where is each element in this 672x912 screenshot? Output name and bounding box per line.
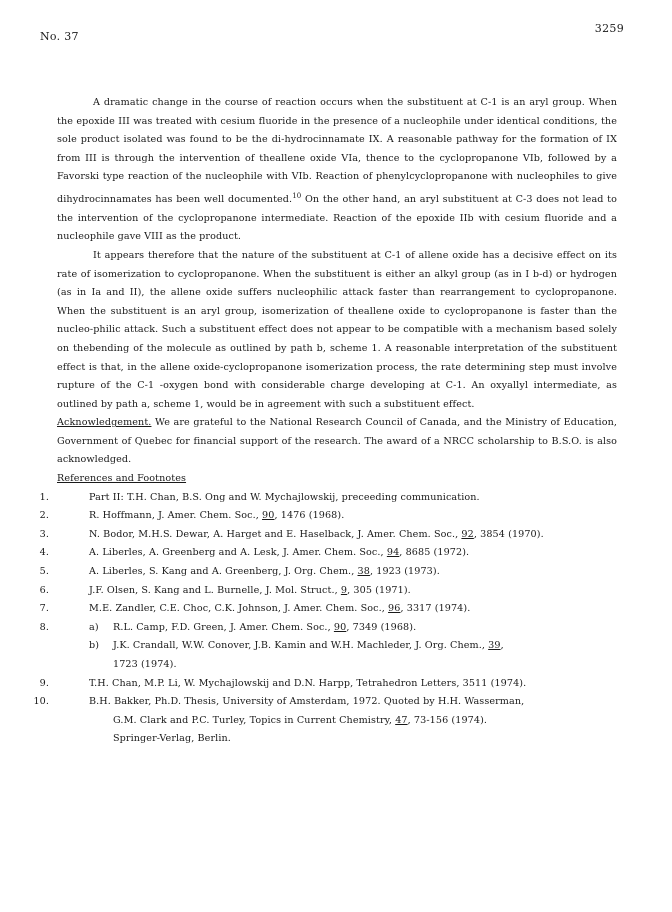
reference-item: 5. A. Liberles, S. Kang and A. Greenberg, J. Org. Chem., 38, 1923 (1973). — [39, 566, 440, 578]
reference-item: 7. M.E. Zandler, C.E. Choc, C.K. Johnson, J. Amer. Chem. Soc., 96, 3317 (1974). — [39, 603, 471, 615]
ack-text: We are grateful to the National Research Council of Canada, and the Ministry of Education, Government of Quebec for financial support of the research. The award of a NRCC scholarship to B.S.O. is also acknowledged. — [57, 417, 617, 466]
references-heading: References and Footnotes — [57, 473, 187, 485]
paragraph-1-text: A dramatic change in the course of reaction occurs when the substituent at C-1 is an aryl group. When the epoxide III was treated with cesium fluoride in the presence of a nucleophile under identical conditions, the sole product isolated was found to be the di-hydrocinnamate IX. A reasonable pathway for the formation of IX from III is through the intervention of theallene oxide VIa, thence to the cyclopropanone VIb, followed by a Favorski type reaction of the nucleophile with VIb. Reaction of phenylcyclopropanone with nucleophiles to give dihydrocinnamates has been well documented. — [57, 97, 617, 206]
paragraph-2: It appears therefore that the nature of the substituent at C-1 of allene oxide has a decisive effect on its rate of isomerization to cyclopropanone. When the substituent is either an alkyl group (as in I b-d) or hydrogen (as in Ia and II), the allene oxide suffers nucleophilic attack faster than rearrangement to cyclopropanone. When the substituent is an aryl group, isomerization of theallene oxide to cyclopropanone is faster than the nucleo-philic attack. Such a substituent effect does not appear to be compatible with a mechanism based solely on thebending of the molecule as outlined by path b, scheme 1. A reasonable interpretation of the substituent effect is that, in the allene oxide-cyclopropanone isomerization process, the rate determining step must involve rupture of the C-1 -oxygen bond with considerable charge developing at C-1. An oxyallyl intermediate, as outlined by path a, scheme 1, would be in agreement with such a substituent effect. — [57, 249, 617, 410]
body-text — [33, 94, 617, 749]
journal-number: No. 37 — [40, 30, 79, 43]
page-number: 3259 — [594, 22, 624, 35]
footnote-mark-10: 10 — [292, 191, 302, 200]
reference-item: 10. B.H. Bakker, Ph.D. Thesis, University of Amsterdam, 1972. Quoted by H.H. Wasserman, G.M. Clark and P.C. Turley, Topics in Current Chemistry, 47, 73-156 (1974). Springer-Verlag, Berlin. — [33, 696, 525, 745]
reference-item: 3. N. Bodor, M.H.S. Dewar, A. Harget and E. Haselback, J. Amer. Chem. Soc., 92, 3854 (1970). — [39, 528, 544, 540]
reference-item: 2. R. Hoffmann, J. Amer. Chem. Soc., 90, 1476 (1968). — [39, 510, 345, 522]
acknowledgement — [57, 414, 617, 470]
reference-item: 9. T.H. Chan, M.P. Li, W. Mychajlowskij and D.N. Harpp, Tetrahedron Letters, 3511 (1974). — [39, 677, 527, 689]
ack-heading: Acknowledgement. — [57, 417, 152, 429]
reference-item: 1. Part II: T.H. Chan, B.S. Ong and W. Mychajlowskij, preceeding communication. — [39, 491, 480, 503]
reference-item: 8. a) R.L. Camp, F.D. Green, J. Amer. Chem. Soc., 90, 7349 (1968). b) J.K. Crandall, W.W. Conover, J.B. Kamin and W.H. Machleder, J. Org. Chem., 39, 1723 (1974). — [39, 621, 504, 670]
paragraph-1 — [57, 94, 617, 247]
reference-item: 4. A. Liberles, A. Greenberg and A. Lesk, J. Amer. Chem. Soc., 94, 8685 (1972). — [39, 547, 470, 559]
reference-list — [33, 489, 617, 749]
paragraph-1-tail: On the other hand, an aryl substituent at C-3 does not lead to the intervention of the cyclopropanone intermediate. Reaction of the epoxide IIb with cesium fluoride and a nucleophile gave VIII as the product. — [57, 194, 617, 243]
reference-item: 6. J.F. Olsen, S. Kang and L. Burnelle, J. Mol. Struct., 9, 305 (1971). — [39, 584, 411, 596]
